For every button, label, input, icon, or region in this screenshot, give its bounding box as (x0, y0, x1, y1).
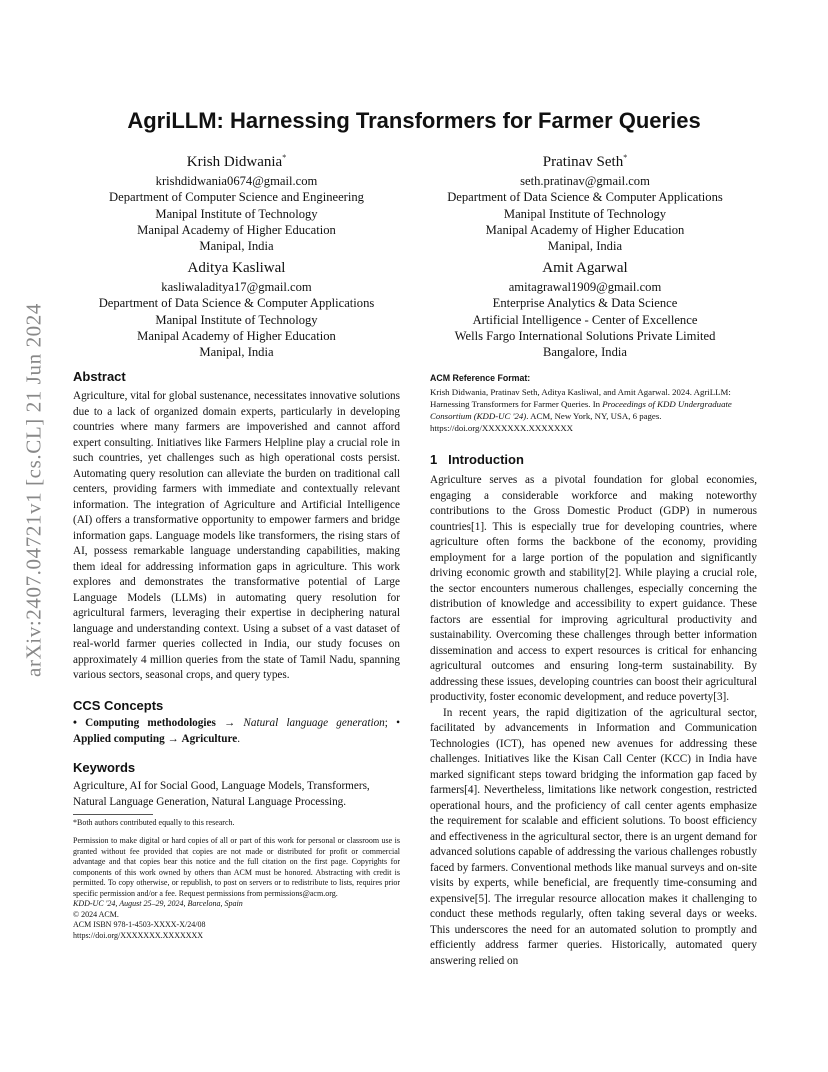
author-affiliation: Enterprise Analytics & Data Science (492, 296, 678, 311)
author-affiliation: Bangalore, India (543, 345, 627, 360)
author-affiliation: Manipal Institute of Technology (503, 206, 667, 221)
footnote: *Both authors contributed equally to this research. (73, 818, 235, 827)
keywords-text: Agriculture, AI for Social Good, Language Models, Transformers, Natural Language Generation, Natural Language Processing. (73, 780, 370, 808)
author-affiliation: Manipal, India (199, 345, 274, 360)
author-affiliation: Manipal Academy of Higher Education (137, 222, 336, 237)
author-email: kasliwaladitya17@gmail.com (161, 280, 312, 294)
abstract-text: Agriculture, vital for global sustenance, necessitates innovative solutions due to a lack of organized domain experts, particularly in developing countries where many farmers are impoverished and cannot afford expert consulting. Initiatives like Farmers Helpline play a crucial role in such countries, yet challenges such as high operational costs persist. Automating query resolution can alleviate the burden on traditional call centers, providing farmers with immediate and contextually relevant information. The integration of Agriculture and Artificial Intelligence (AI) offers a transformative opportunity to empower farmers and bridge information gaps. Language models like transformers, the rising stars of AI, possess remarkable language understanding capabilities, making them ideal for addressing information gaps in agriculture. This work explores and demonstrates the transformative potential of Large Language Models (LLMs) in automating query resolution for agricultural farmers, leveraging their expertise in deciphering natural language and understanding context. Using a subset of a vast dataset of real-world farmer queries collected in India, our study focuses on approximately 4 million queries from the state of Tamil Nadu, spanning various sectors, seasonal crops, and query types. (73, 390, 400, 681)
ccs-concepts: • Computing methodologies → Natural language generation; • Applied computing → Agriculture. (73, 717, 401, 745)
author-block (73, 148, 400, 254)
intro-paragraph: In recent years, the rapid digitization of the agricultural sector, facilitated by advancements in Information and Communication Technologies (ICT), has opened new avenues for addressing these challenges. Initiatives like the Kisan Call Center (KCC) in India have marked significant steps toward bridging the information gap faced by farmers[4]. Nevertheless, limitations like network congestion, restricted operational hours, and the proficiency of call center agents emphasize the requirement for scalable and efficient solutions. To boost efficiency and effectiveness in the agricultural sector, there is an urgent demand for advanced solutions capable of addressing the various challenges robustly faced by farmers. Conventional methods like manual surveys and on-site visits by experts, while beneficial, are frequently time-consuming and expensive[5]. The irregular resource allocation makes it challenging to conduct these methods regularly, often taking several days or weeks. This underscores the need for an automated solution to promptly and efficiently address farmer queries. Historically, automated query answering relied on (430, 706, 757, 967)
permission-block (73, 836, 400, 941)
arxiv-stamp-text: arXiv:2407.04721v1 [cs.CL] 21 Jun 2024 (21, 303, 46, 677)
author-affiliation: Manipal Academy of Higher Education (137, 328, 336, 343)
intro-body (430, 473, 757, 969)
author-affiliation: Manipal, India (547, 239, 623, 254)
author-affiliation: Wells Fargo International Solutions Private Limited (454, 328, 716, 343)
author-email: krishdidwania0674@gmail.com (155, 174, 318, 188)
keywords-heading: Keywords (73, 760, 136, 775)
copyright: © 2024 ACM. (73, 909, 119, 919)
author-name: Krish Didwania* (186, 153, 287, 170)
author-name: Pratinav Seth* (542, 153, 628, 170)
author-affiliation: Artificial Intelligence - Center of Excellence (472, 312, 698, 327)
venue: KDD-UC '24, August 25–29, 2024, Barcelona, Spain (73, 899, 243, 908)
author-email: seth.pratinav@gmail.com (520, 174, 650, 188)
author-name: Aditya Kasliwal (187, 260, 286, 276)
acm-ref-text: Krish Didwania, Pratinav Seth, Aditya Kasliwal, and Amit Agarwal. 2024. AgriLLM: Harnessing Transformers for Farmer Queries. In Proceedings of KDD Undergraduate Consortium (KDD-UC '24). ACM, New York, NY, USA, 6 pages. https://doi.org/XXXXXXX.XXXXXXX (430, 387, 732, 433)
doi: https://doi.org/XXXXXXX.XXXXXXX (73, 930, 204, 940)
author-block (410, 259, 760, 360)
paper-title: AgriLLM: Harnessing Transformers for Farmer Queries (127, 108, 701, 133)
intro-paragraph: Agriculture serves as a pivotal foundation for global economies, engaging a considerable workforce and making noteworthy contributions to the Gross Domestic Product (GDP) in numerous countries[1]. This is especially true for developing countries, where agriculture often forms the backbone of the economy, providing employment for a large portion of the population and significantly driving economic growth and stability[2]. While playing a crucial role, the sector encounters numerous challenges, especially concerning the distribution of knowledge and accessibility to expert guidance. These factors are essential for improving agricultural productivity and sustainability. Overcoming these challenges through better information dissemination and access to expert resources is critical for enhancing agricultural outcomes and ensuring long-term sustainability. By addressing these issues, developing countries can boost their agricultural productivity, foster economic development, and reduce poverty[3]. (430, 474, 757, 703)
arxiv-stamp (14, 290, 54, 690)
author-affiliation: Department of Data Science & Computer Applications (447, 190, 723, 205)
acm-ref-heading: ACM Reference Format: (430, 373, 531, 383)
author-name: Amit Agarwal (542, 260, 628, 276)
author-affiliation: Manipal Academy of Higher Education (485, 222, 685, 237)
author-email: amitagrawal1909@gmail.com (508, 280, 662, 294)
footnote-rule (73, 814, 400, 815)
author-block (410, 148, 760, 254)
intro-heading: 1 Introduction (430, 452, 524, 467)
author-block (73, 259, 400, 360)
acm-reference (430, 372, 757, 434)
isbn: ACM ISBN 978-1-4503-XXXX-X/24/08 (73, 920, 206, 929)
author-affiliation: Manipal Institute of Technology (155, 312, 318, 327)
author-affiliation: Manipal, India (199, 239, 274, 254)
author-affiliation: Department of Computer Science and Engineering (109, 190, 364, 205)
abstract-heading: Abstract (73, 369, 126, 384)
ccs-heading: CCS Concepts (73, 698, 164, 713)
author-affiliation: Department of Data Science & Computer Applications (98, 296, 375, 311)
permission-text: Permission to make digital or hard copies of all or part of this work for personal or classroom use is granted without fee provided that copies are not made or distributed for profit or commercial advantage and that copies bear this notice and the full citation on the first page. Copyrights for components of this work owned by others than ACM must be honored. Abstracting with credit is permitted. To copy otherwise, or republish, to post on servers or to redistribute to lists, requires prior specific permission and/or a fee. Request permissions from permissions@acm.org. (73, 836, 400, 898)
author-affiliation: Manipal Institute of Technology (155, 206, 318, 221)
